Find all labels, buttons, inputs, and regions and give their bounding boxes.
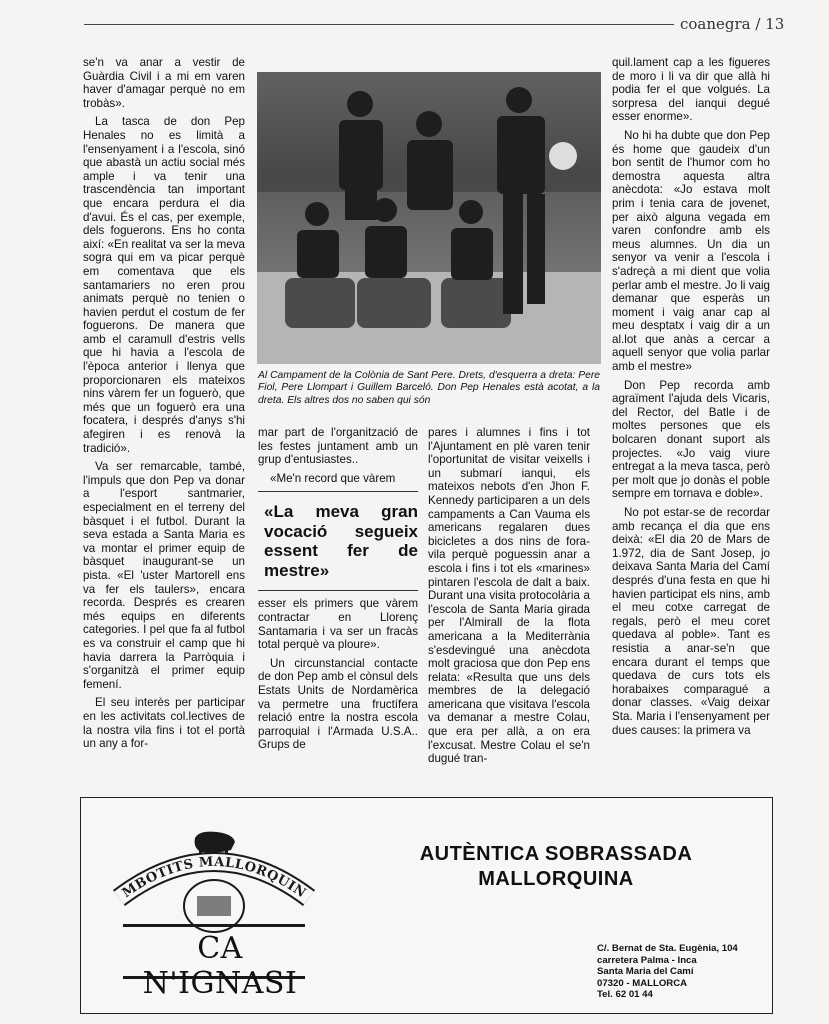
running-head: coanegra / 13 <box>680 15 785 33</box>
pull-quote-rule <box>258 491 418 492</box>
pull-quote: «La meva gran vocació segueix essent fer de mestre» <box>264 502 418 580</box>
address-line: C/. Bernat de Sta. Eugènia, 104 <box>597 943 738 954</box>
article-column-3 <box>428 426 590 782</box>
article-column-1 <box>83 56 245 782</box>
address-line: Santa Maria del Camí <box>597 966 694 977</box>
paragraph: No hi ha dubte que don Pep és home que gaudeix d'un bon sentit de l'humor com ho demostra aquesta altra anècdota: «Jo estava molt prim i tenia cara de jovenet, per això alguna vegada em varen confondre amb els meus alumnes. Un dia un senyor va venir a l'escola i s'adreçà a mi dient que volia perlar amb el mestre. Jo li vaig demanar que esperàs un moment i vaig anar cap al meu desptatx i vaig dir a un al.lot que anàs a cercar a aquell senyor que volia parlar amb el mestre» <box>612 128 770 374</box>
paragraph: El seu interès per participar en les activitats col.lectives de la nostra vila fins i tot el portà un any a for- <box>83 696 245 751</box>
header-rule <box>84 24 674 25</box>
advertisement <box>80 797 773 1014</box>
paragraph: La tasca de don Pep Henales no es limità a l'ensenyament i a l'escola, sinó que abastà un actiu social més ample i va tenir una trascendència tan important que encara perdura el dia d'avui. És el cas, per exemple, dels foguerons. Ens ho conta així: «En realitat va ser la meva sogra qui em va picar perquè em comentava que els santamariers no eren prou animats perquè no tenien o havien perdut el costum de fer foguerons. De manera que amb el caramull d'estris vells que hi havia a l'escola de l'època anterior i llenya que proporcionaren els mateixos nins vàrem fer un foguerò, que més que un foguerò era una focatera, i després d'anys s'hi afegiren i es renovà la tradició». <box>83 115 245 455</box>
article-column-2 <box>258 426 418 782</box>
brand-name: CA N'IGNASI <box>142 931 298 1001</box>
ad-headline <box>371 842 741 892</box>
paragraph: No pot estar-se de recordar amb recança el dia que ens deixà: «El dia 20 de Mars de 1.972, dia de Sant Josep, jo deixava Santa Maria del Camí després d'una festa en que hi havien participat els nins, amb el meu cotxe carregat de regals, però el meu coret quedava al poble». Tant es resistia a anar-se'n que encara durant el temps que quedava de curs tots els horabaixes comparagué a donar classes. «Vaig deixar Sta. Maria i l'ensenyament per dues causes: la primera va <box>612 506 770 737</box>
paragraph: Un circunstancial contacte de don Pep amb el cònsul dels Estats Units de Nordamèrica va permetre una fructífera relació entre la nostra escola parroquial i l'Armada U.S.A.. Grups de <box>258 656 418 752</box>
ad-headline-line: MALLORQUINA <box>478 868 634 890</box>
paragraph: «Me'n record que vàrem <box>270 471 396 485</box>
pull-quote-rule <box>258 590 418 591</box>
ad-headline-line: AUTÈNTICA SOBRASSADA <box>419 843 693 865</box>
paragraph: se'n va anar a vestir de Guàrdia Civil i a mi em varen haver d'amagar perquè no em trobàs». <box>83 56 245 110</box>
photo-caption: Al Campament de la Colònia de Sant Pere. Drets, d'esquerra a dreta: Pere Fiol, Pere Llompart i Guillem Barceló. Don Pep Henales està acotat, a la dreta. Els altres dos no saben qui són <box>258 370 600 406</box>
address-line: 07320 - MALLORCA <box>597 977 688 989</box>
paragraph: pares i alumnes i fins i tot l'Ajuntament en plè varen tenir l'oportunitat de visitar veixells i un submarí ianqui, els mateixos nebots d'en Jhon F. Kennedy participaren a un dels campaments a Can Vauma els americans regalaren dues bicicletes a dos nins de fora-vila perquè poguessin anar a escola i fins i tot els «marines» pintaren l'escola de dalt a baix. Durant una visita protocolària a l'escola de Santa Maria girada per l'Almirall de la flota americana a la Mediterrània s'esdevingué una anècdota molt graciosa que don Pep ens relata: «Resulta que uns dels membres de la delegació americana que visitava l'escola va demanar a mestre Colau, que era per allà, a on era l'excusat. Mestre Colau el se'n dugué tran- <box>428 426 590 766</box>
paragraph: quil.lament cap a les figueres de moro i li va dir que allà hi podia fer el que volgués. La sorpresa del ianqui degué esser enorme». <box>612 56 770 124</box>
logo-arc-text: MBOTITS MALLORQUIN <box>119 854 309 902</box>
photo-illustration <box>257 72 601 364</box>
group-photo <box>257 72 601 364</box>
ad-address <box>597 943 738 1001</box>
address-line: Tel. 62 01 44 <box>597 989 653 1000</box>
address-line: carretera Palma - Inca <box>597 954 697 966</box>
paragraph: mar part de l'organització de les festes juntament amb un grup d'entusiastes.. <box>258 426 418 467</box>
paragraph: Va ser remarcable, també, l'impuls que don Pep va donar a l'esport santmarier, especialment en el terreny del bàsquet i el futbol. Durant la seva estada a Santa Maria es va montar el primer equip de bàsquet inaugurant-se un pista. «El 'uster Martorell ens va fer els taulers», encara recorda. Després es crearen més equips en diferents categories. I pel que fa al futbol es va construir el camp que hi havia darrera la Parròquia i s'organitzà el primer equip femení. <box>83 460 245 691</box>
paragraph: Don Pep recorda amb agraïment l'ajuda dels Vicaris, del Rector, del Batle i de moltes persones que els bolcaren donant suport als projectes. «Jo vaig viure entregat a la meva tasca, però per molt que jo donàs el poble sempre em tornava e doble». <box>612 378 770 501</box>
article-column-4 <box>612 56 770 782</box>
brand-logo <box>109 828 319 1001</box>
paragraph: esser els primers que vàrem contractar en Llorenç Santamaria i va ser un fracàs total perquè va ploure». <box>258 597 418 652</box>
